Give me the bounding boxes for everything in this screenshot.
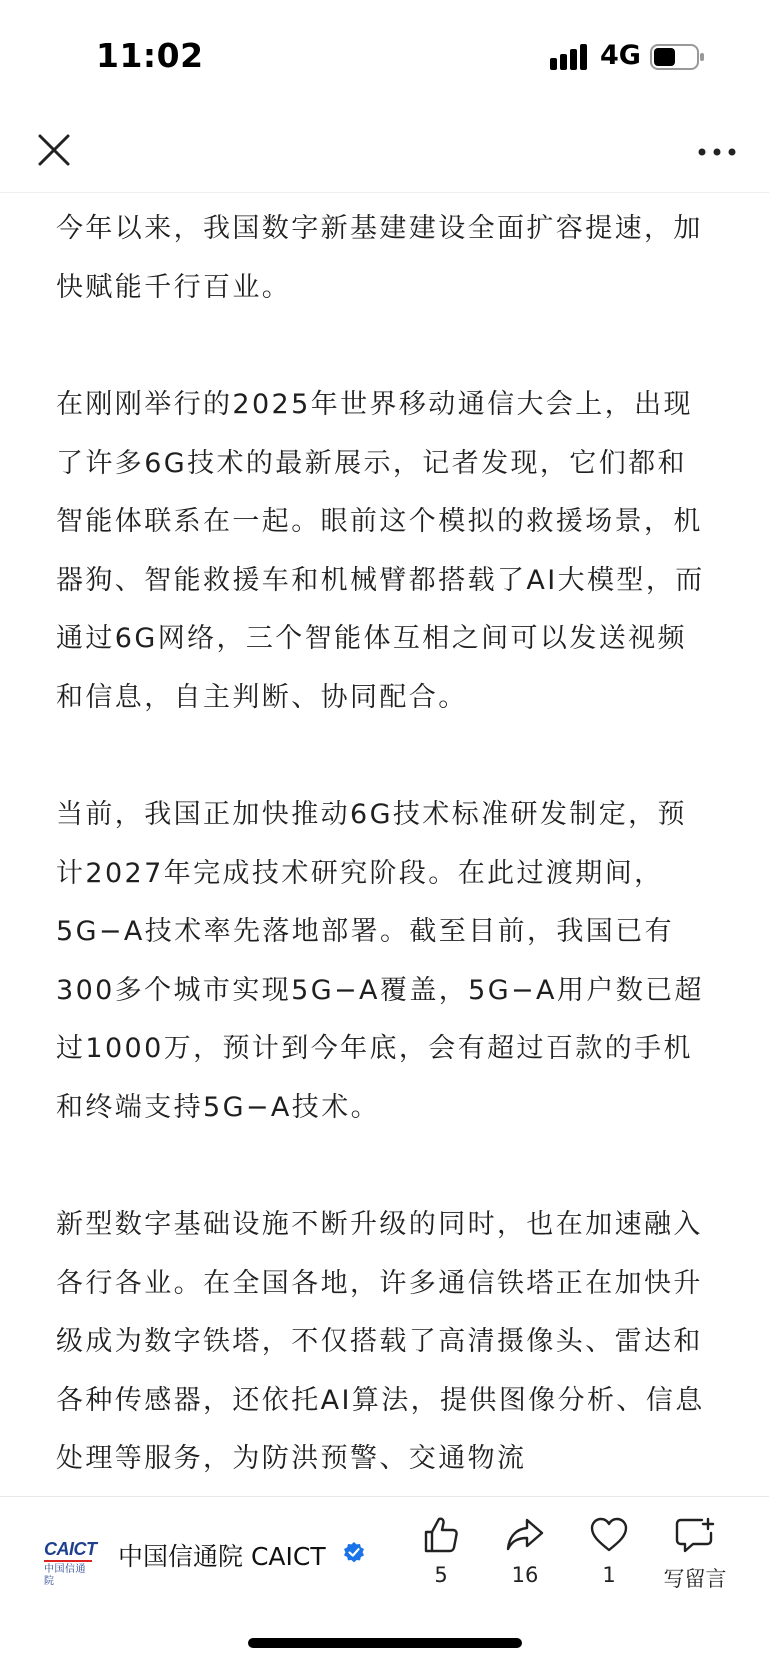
article-paragraph: 在刚刚举行的2025年世界移动通信大会上，出现了许多6G技术的最新展示，记者发现，它们都和智能体联系在一起。眼前这个模拟的救援场景，机器狗、智能救援车和机械臂都搭载了AI大模型，而通过6G网络，三个智能体互相之间可以发送视频和信息，自主判断、协同配合。 [56,389,705,713]
share-arrow-icon [505,1515,545,1555]
more-icon[interactable] [696,132,738,172]
article-body [56,200,716,1548]
thumbs-up-icon [421,1515,461,1555]
share-count: 16 [511,1563,539,1587]
logo-text: CAICT [44,1539,97,1559]
favorite-count: 1 [602,1563,616,1587]
heart-icon [589,1515,629,1555]
status-time: 11:02 [96,36,204,75]
account-name[interactable]: 中国信通院 CAICT [118,1542,326,1571]
network-type: 4G [600,40,641,71]
favorite-button[interactable] [574,1515,644,1587]
write-comment-button[interactable] [652,1515,738,1593]
verified-badge-icon [342,1541,366,1565]
status-bar [0,0,769,110]
battery-icon [650,44,706,70]
article-paragraph: 今年以来，我国数字新基建建设全面扩容提速，加快赋能千行百业。 [56,213,703,303]
article-paragraph: 当前，我国正加快推动6G技术标准研发制定，预计2027年完成技术研究阶段。在此过渡期间，5G−A技术率先落地部署。截至目前，我国已有300多个城市实现5G−A覆盖，5G−A用户数已超过1000万，预计到今年底，会有超过百款的手机和终端支持5G−A技术。 [56,799,704,1123]
nav-bar [0,110,769,193]
logo-subtext: 中国信通院 [44,1564,86,1587]
article-paragraph: 新型数字基础设施不断升级的同时，也在加速融入各行各业。在全国各地，许多通信铁塔正在加快升级成为数字铁塔，不仅搭载了高清摄像头、雷达和各种传感器，还依托AI算法，提供图像分析、信息处理等服务，为防洪预警、交通物流 [56,1209,705,1474]
logo-divider [44,1560,92,1562]
share-button[interactable] [490,1515,560,1587]
like-button[interactable] [406,1515,476,1587]
close-icon[interactable] [34,130,74,170]
signal-icon [550,44,590,70]
write-comment-label: 写留言 [663,1567,727,1591]
like-count: 5 [434,1563,448,1587]
comment-add-icon [674,1515,716,1555]
home-indicator[interactable] [248,1638,522,1648]
account-logo[interactable] [44,1539,97,1587]
